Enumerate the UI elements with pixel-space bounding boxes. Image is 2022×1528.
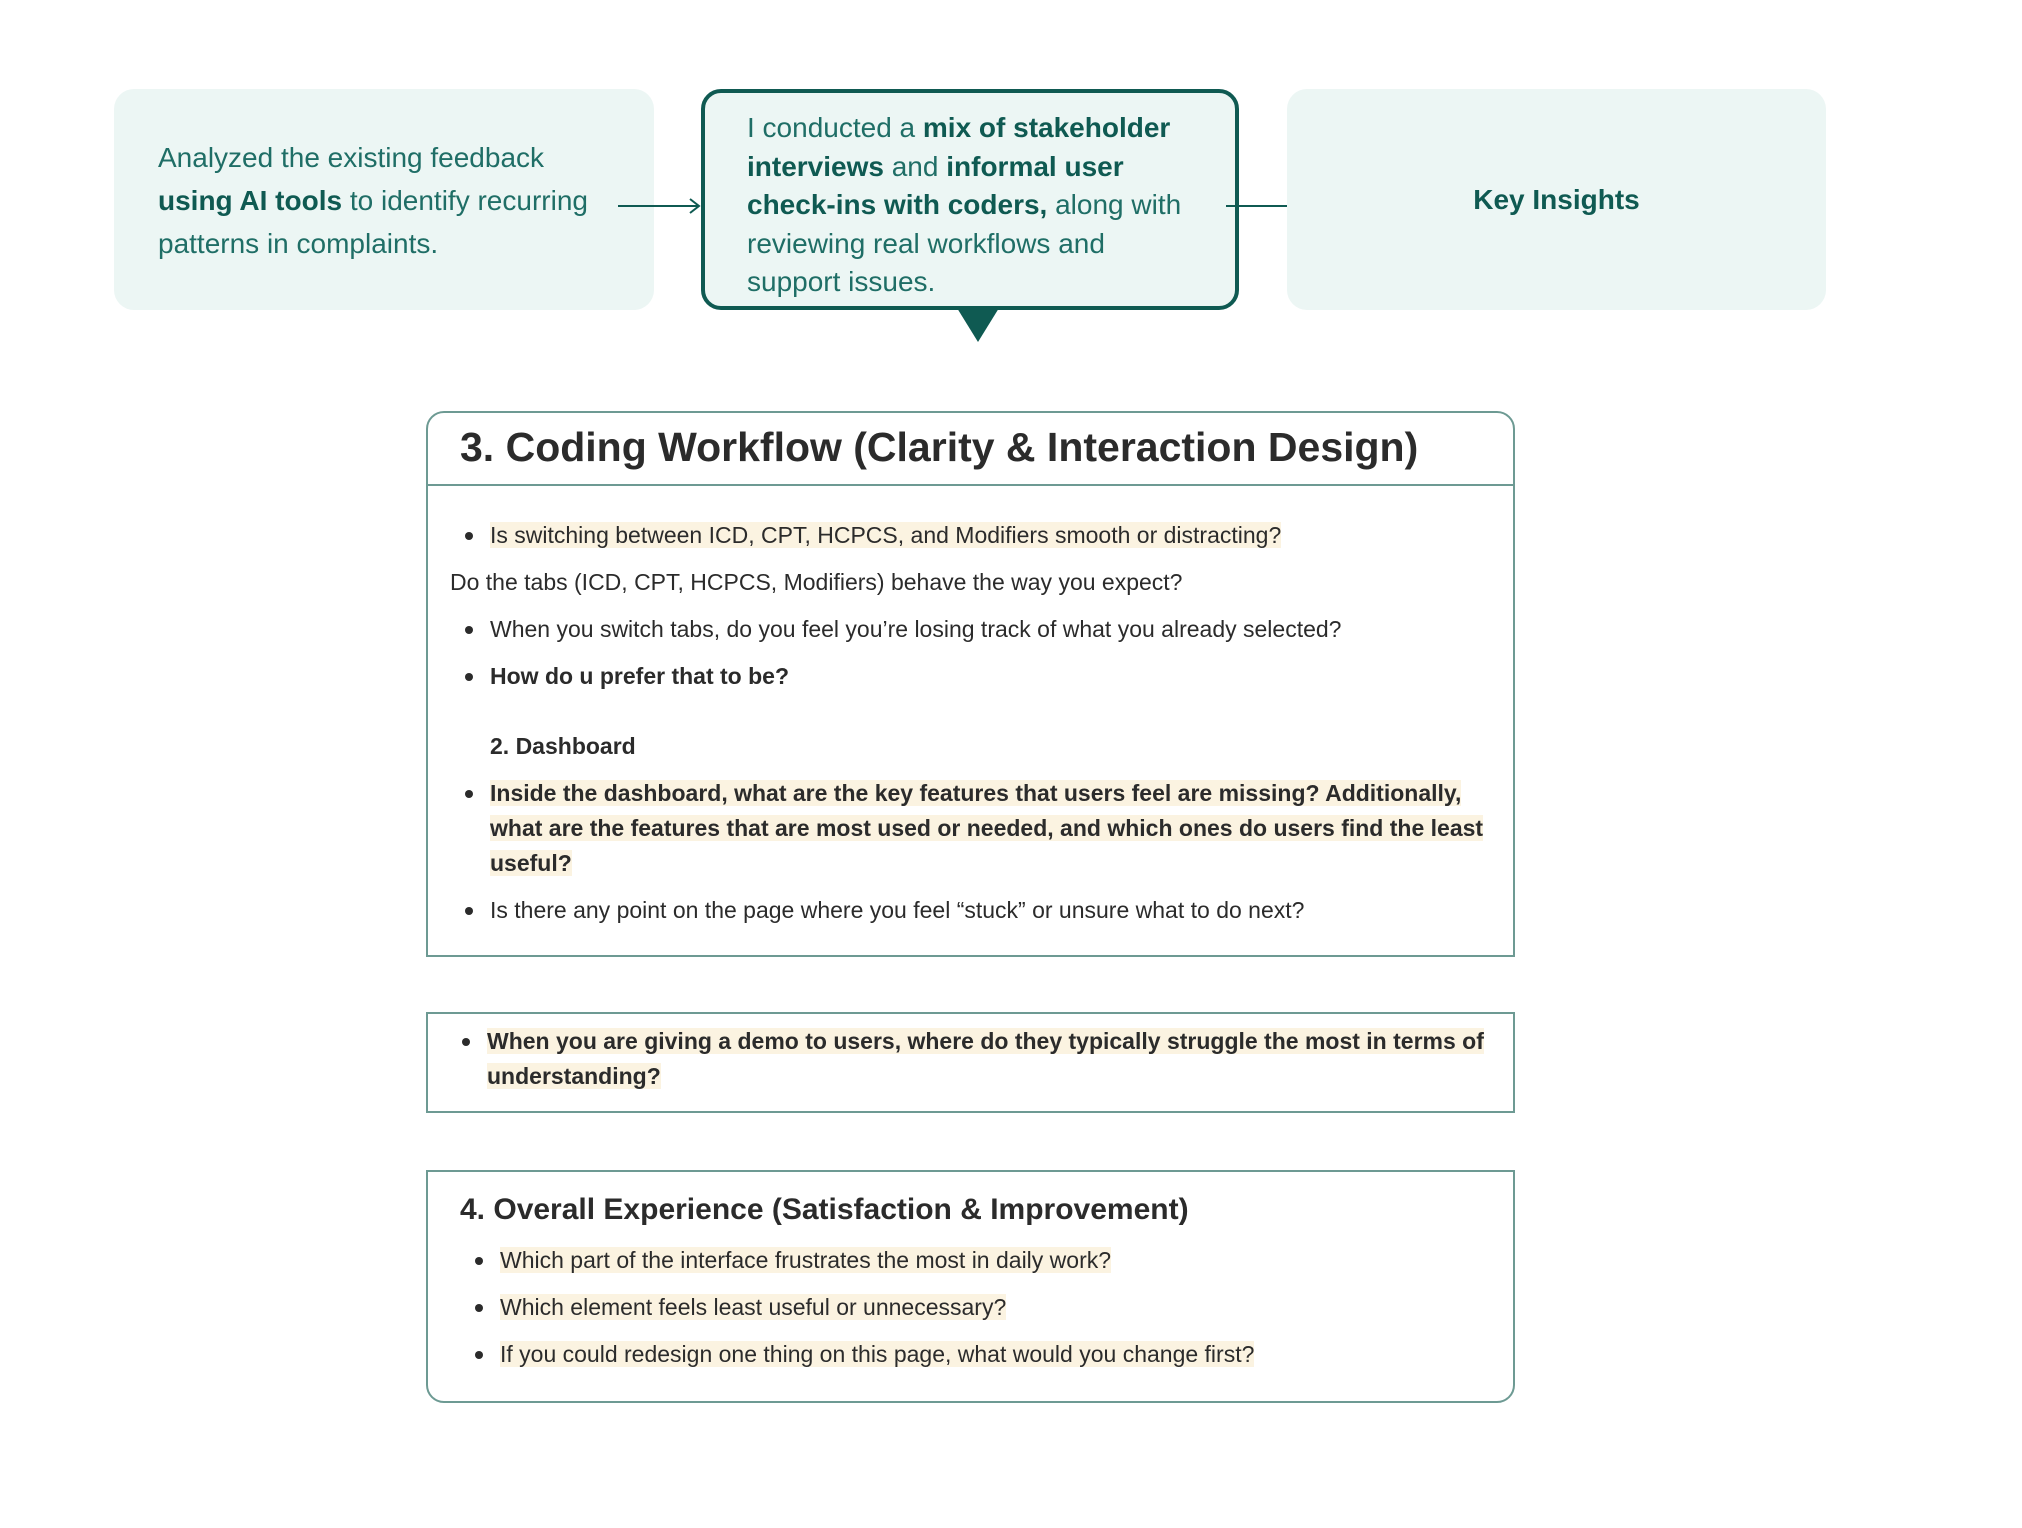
- step-interviews: [701, 89, 1239, 310]
- step-interviews-text-c: along with reviewing real workflows and support issues.: [747, 189, 1182, 297]
- list-item: [490, 659, 1490, 694]
- question-text: Inside the dashboard, what are the key features that users feel are missing? Additionally, what are the features that are most used or needed, and which ones do users find the least useful?: [490, 780, 1484, 876]
- step-analyze-feedback: [114, 89, 654, 310]
- step-analyze-text-b: to identify recurring patterns in complaints.: [158, 185, 588, 259]
- list-item: [500, 1290, 1490, 1325]
- overall-experience-card: [426, 1170, 1515, 1403]
- step-interviews-text-b: and: [883, 150, 947, 182]
- step-interviews-bold-b: informal user check-ins with coders,: [747, 150, 1124, 220]
- list-item: [487, 1024, 1487, 1094]
- coding-workflow-card: [426, 411, 1515, 957]
- step-interviews-text-a: I conducted a: [747, 112, 923, 143]
- question-text: If you could redesign one thing on this page, what would you change first?: [500, 1341, 1255, 1367]
- question-text: When you are giving a demo to users, where do they typically struggle the most in terms of understanding?: [487, 1028, 1484, 1089]
- step-interviews-bold-a: mix of stakeholder interviews: [747, 112, 1171, 182]
- list-item: [500, 1337, 1490, 1372]
- subheading-dashboard: 2. Dashboard: [490, 733, 636, 759]
- overall-experience-title: 4. Overall Experience (Satisfaction & Improvement): [460, 1193, 1189, 1226]
- question-text: Which element feels least useful or unnecessary?: [500, 1294, 1007, 1320]
- step-key-insights-label: Key Insights: [1473, 184, 1640, 215]
- question-text: When you switch tabs, do you feel you’re losing track of what you already selected?: [490, 616, 1342, 642]
- list-item: [490, 776, 1490, 881]
- list-item: [490, 612, 1490, 647]
- question-text: Is switching between ICD, CPT, HCPCS, and Modifiers smooth or distracting?: [490, 522, 1282, 548]
- question-text: How do u prefer that to be?: [490, 663, 789, 689]
- question-text: Which part of the interface frustrates the most in daily work?: [500, 1247, 1112, 1273]
- demo-card: [426, 1012, 1515, 1113]
- callout-pointer-icon: [957, 308, 999, 342]
- step-key-insights: [1287, 89, 1826, 310]
- list-item: [490, 518, 1490, 553]
- coding-workflow-title: 3. Coding Workflow (Clarity & Interaction Design): [428, 413, 1513, 486]
- step-analyze-bold-a: using AI tools: [158, 185, 343, 216]
- step-analyze-text-a: Analyzed the existing feedback: [158, 142, 545, 173]
- plain-text: Do the tabs (ICD, CPT, HCPCS, Modifiers) behave the way you expect?: [450, 569, 1183, 595]
- list-item: [500, 1243, 1490, 1278]
- arrow-right-icon: [618, 197, 702, 215]
- question-text: Is there any point on the page where you feel “stuck” or unsure what to do next?: [490, 897, 1305, 923]
- list-item: [490, 893, 1490, 928]
